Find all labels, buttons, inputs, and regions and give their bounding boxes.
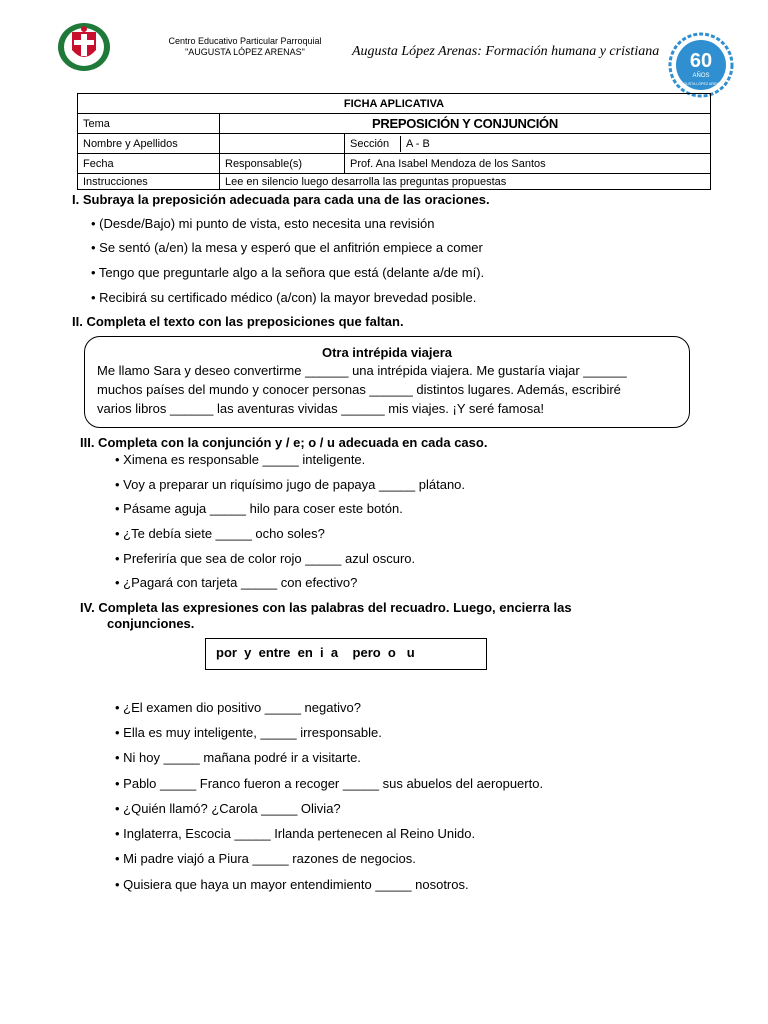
section4-item: • ¿Quién llamó? ¿Carola _____ Olivia? [115,801,341,816]
nombre-field[interactable] [220,134,345,154]
section4-item: • Ni hoy _____ mañana podré ir a visitarte. [115,750,361,765]
anniv-number: 60 [689,50,713,72]
responsable-label: Responsable(s) [220,154,345,174]
instrucciones-label: Instrucciones [78,174,220,190]
word-bank-box: por y entre en i a pero o u [205,638,487,670]
section3-item: • Voy a preparar un riquísimo jugo de papaya _____ plátano. [115,477,466,492]
section1-item: • Tengo que preguntarle algo a la señora que está (delante a/de mí). [91,265,485,280]
section1-heading: I. Subraya la preposición adecuada para cada una de las oraciones. [72,192,490,207]
section4-item: • Inglaterra, Escocia _____ Irlanda pertenecen al Reino Unido. [115,826,476,841]
story-title: Otra intrépida viajera [321,345,453,360]
section4-item: • Quisiera que haya un mayor entendimiento _____ nosotros. [115,877,469,892]
section1-item: • (Desde/Bajo) mi punto de vista, esto necesita una revisión [91,216,435,231]
anniversary-logo [666,32,736,98]
section4-item: • Ella es muy inteligente, _____ irresponsable. [115,725,382,740]
section4-heading-cont: conjunciones. [107,616,195,631]
section3-item: • Ximena es responsable _____ inteligente. [115,452,366,467]
section4-heading: IV. Completa las expresiones con las palabras del recuadro. Luego, encierra las [80,600,572,615]
anniv-name: AUGUSTA LÓPEZ ARENAS [678,82,724,86]
tema-label: Tema [78,114,220,134]
section4-item: • Pablo _____ Franco fueron a recoger _____ sus abuelos del aeropuerto. [115,776,544,791]
story-line: varios libros ______ las aventuras vividas ______ mis viajes. ¡Y seré famosa! [97,401,545,416]
section3-heading: III. Completa con la conjunción y / e; o / u adecuada en cada caso. [80,435,488,450]
responsable-value: Prof. Ana Isabel Mendoza de los Santos [345,154,711,174]
section3-item: • Preferiría que sea de color rojo _____ azul oscuro. [115,551,416,566]
section2-heading: II. Completa el texto con las preposiciones que faltan. [72,314,404,329]
school-line1: Centro Educativo Particular Parroquial [168,36,322,46]
fecha-label: Fecha [78,154,220,174]
school-name [150,36,340,58]
section1-item: • Recibirá su certificado médico (a/con) la mayor brevedad posible. [91,290,477,305]
section3-item: • ¿Pagará con tarjeta _____ con efectivo? [115,575,358,590]
seccion-value: A - B [406,137,430,150]
instrucciones-value: Lee en silencio luego desarrolla las preguntas propuestas [220,174,711,190]
story-line: Me llamo Sara y deseo convertirme ______ una intrépida viajera. Me gustaría viajar ______ [97,363,627,378]
section3-item: • Pásame aguja _____ hilo para coser este botón. [115,501,403,516]
ficha-title: FICHA APLICATIVA [78,94,711,114]
nombre-label: Nombre y Apellidos [78,134,220,154]
school-line2: "AUGUSTA LÓPEZ ARENAS" [185,47,305,57]
anniv-word: AÑOS [692,73,710,79]
school-crest-logo [56,22,112,72]
section1-item: • Se sentó (a/en) la mesa y esperó que el anfitrión empiece a comer [91,240,483,255]
ficha-table [77,93,711,190]
story-line: muchos países del mundo y conocer personas ______ distintos lugares. Además, escribiré [97,382,621,397]
section4-item: • ¿El examen dio positivo _____ negativo? [115,700,361,715]
school-motto: Augusta López Arenas: Formación humana y cristiana [352,44,660,59]
section4-item: • Mi padre viajó a Piura _____ razones de negocios. [115,851,416,866]
seccion-label: Sección [345,136,401,152]
section3-item: • ¿Te debía siete _____ ocho soles? [115,526,325,541]
tema-value: PREPOSICIÓN Y CONJUNCIÓN [220,114,711,134]
